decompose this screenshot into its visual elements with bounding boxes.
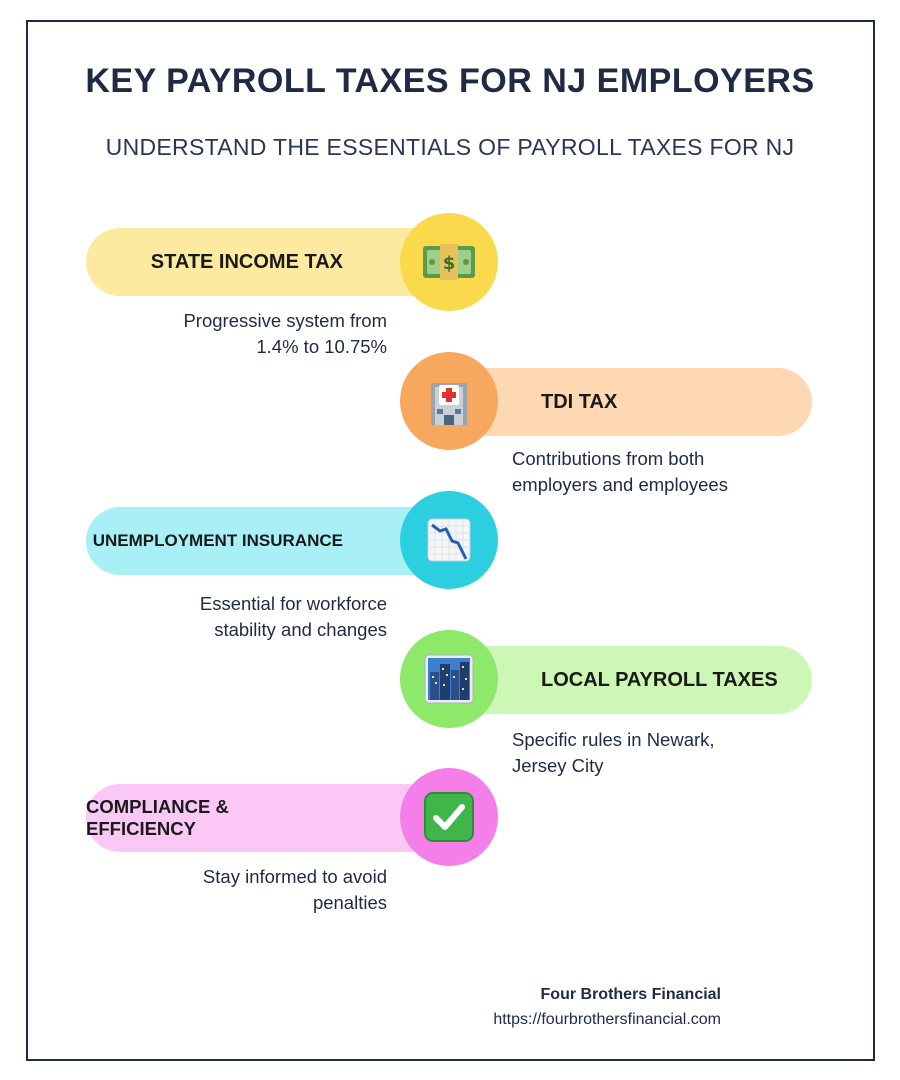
state-income-tax-circle [400,213,498,311]
chart-decreasing-icon [426,517,472,563]
compliance-efficiency-circle [400,768,498,866]
cityscape-icon [424,654,474,704]
unemployment-insurance-description: Essential for workforce stability and changes [199,593,387,640]
compliance-efficiency-label: COMPLIANCE & EFFICIENCY [86,796,229,839]
svg-text:$: $ [442,253,456,274]
state-income-tax-label: STATE INCOME TAX [150,250,343,273]
money-icon [421,242,477,282]
state-income-tax-description: Progressive system from 1.4% to 10.75% [183,310,387,357]
page-subtitle: UNDERSTAND THE ESSENTIALS OF PAYROLL TAXES FOR NJ [105,134,795,160]
unemployment-insurance-label: UNEMPLOYMENT INSURANCE [92,531,343,550]
compliance-efficiency-description: Stay informed to avoid penalties [202,866,387,913]
footer-website-link[interactable]: https://fourbrothersfinancial.com [493,1011,721,1028]
page-title: KEY PAYROLL TAXES FOR NJ EMPLOYERS [85,62,815,100]
hospital-icon [425,375,473,427]
check-mark-icon [423,791,475,843]
tdi-tax-label: TDI TAX [541,390,618,413]
footer-company-name: Four Brothers Financial [540,986,721,1003]
local-payroll-taxes-description: Specific rules in Newark, Jersey City [512,729,715,776]
tdi-tax-circle [400,352,498,450]
local-payroll-taxes-label: LOCAL PAYROLL TAXES [541,668,778,691]
unemployment-insurance-circle [400,491,498,589]
tdi-tax-description: Contributions from both employers and employees [512,448,728,495]
local-payroll-taxes-circle [400,630,498,728]
